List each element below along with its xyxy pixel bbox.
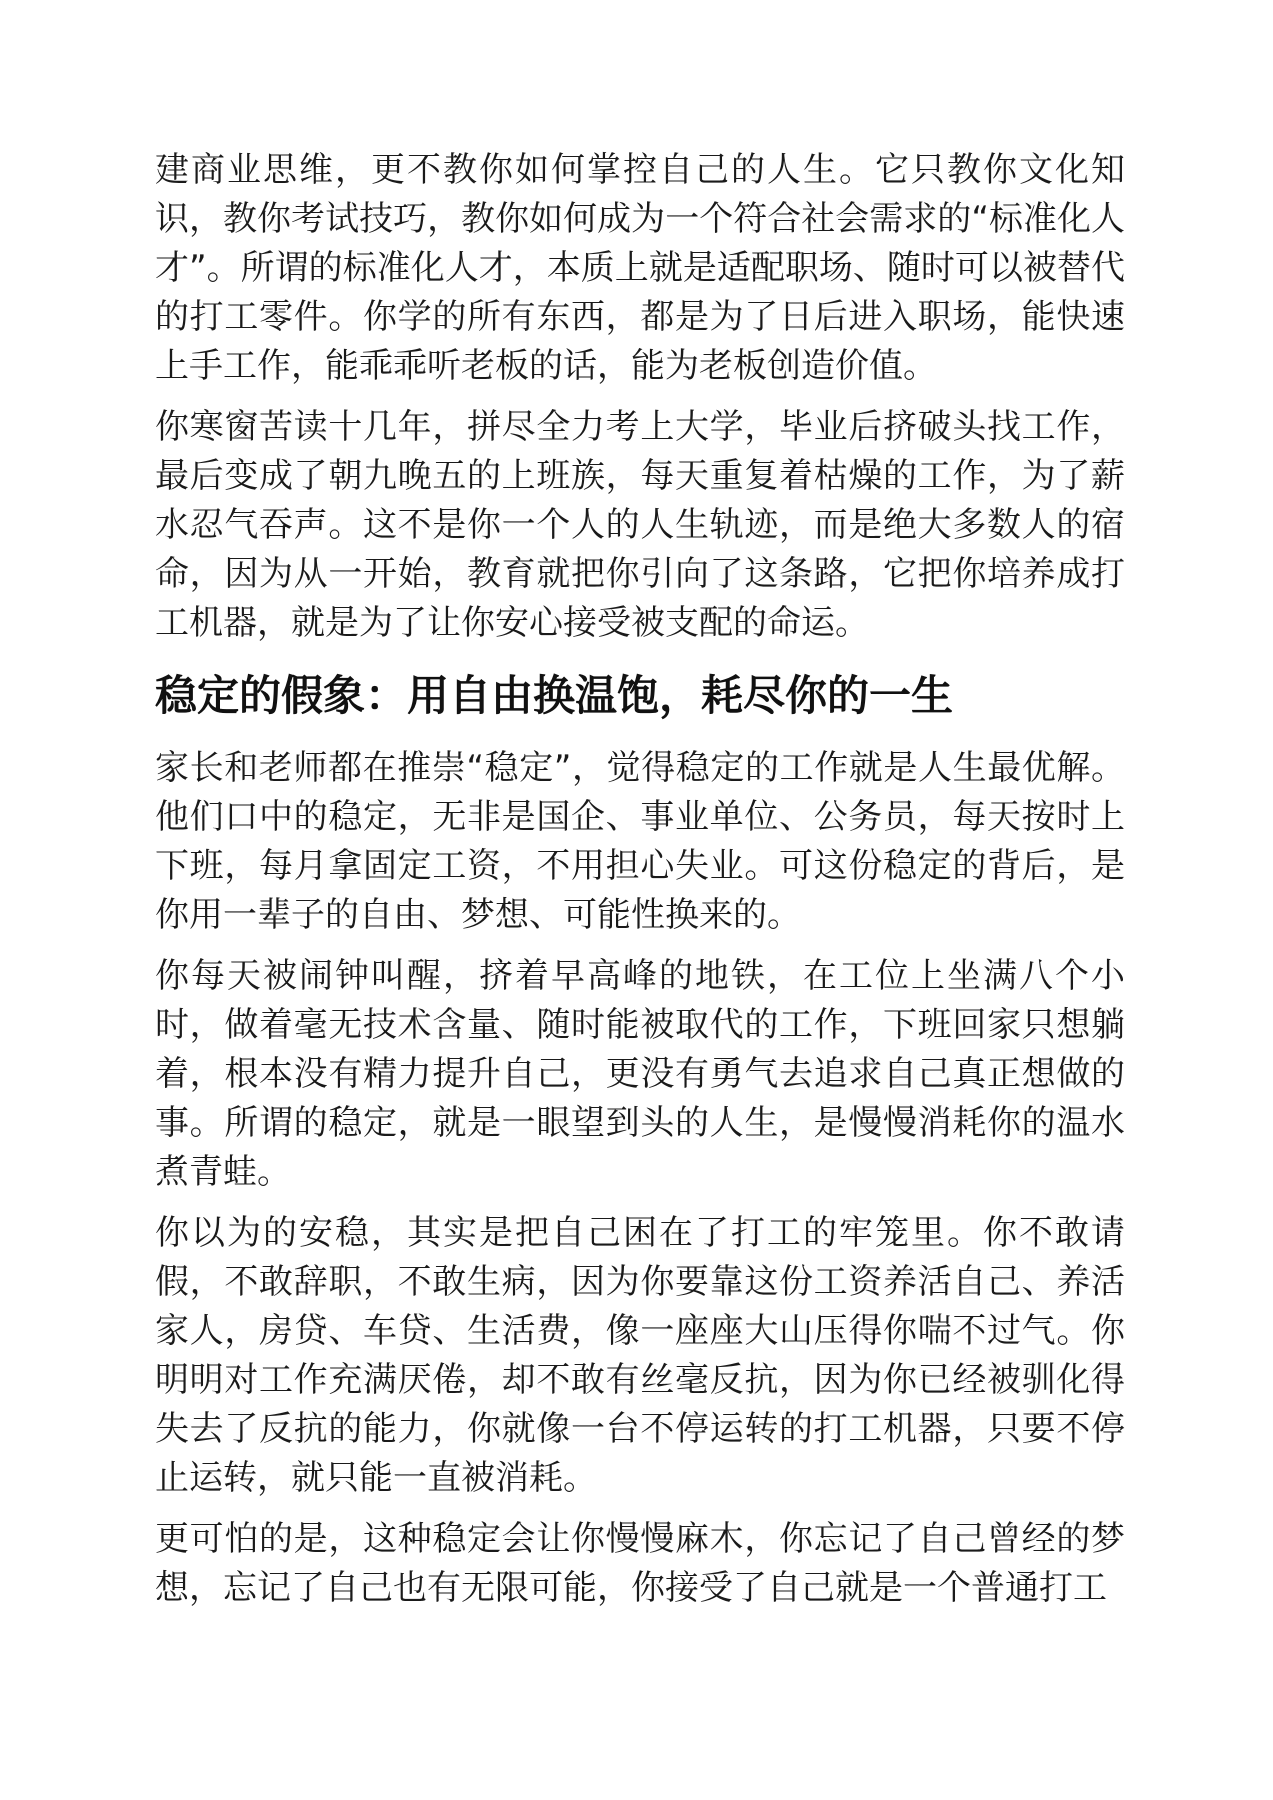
paragraph: 家长和老师都在推崇“稳定”，觉得稳定的工作就是人生最优解。他们口中的稳定，无非是国企、事业单位、公务员，每天按时上下班，每月拿固定工资，不用担心失业。可这份稳定的背后，是你用一辈子的自由、梦想、可能性换来的。	[155, 748, 1125, 935]
paragraph: 你寒窗苦读十几年，拼尽全力考上大学，毕业后挤破头找工作，最后变成了朝九晚五的上班族，每天重复着枯燥的工作，为了薪水忍气吞声。这不是你一个人的人生轨迹，而是绝大多数人的宿命，因为从一开始，教育就把你引向了这条路，它把你培养成打工机器，就是为了让你安心接受被支配的命运。	[155, 407, 1125, 643]
paragraph: 建商业思维，更不教你如何掌控自己的人生。它只教你文化知识，教你考试技巧，教你如何成为一个符合社会需求的“标准化人才”。所谓的标准化人才，本质上就是适配职场、随时可以被替代的打工零件。你学的所有东西，都是为了日后进入职场，能快速上手工作，能乖乖听老板的话，能为老板创造价值。	[155, 150, 1125, 386]
document-body	[155, 146, 1125, 1625]
section-heading: 稳定的假象：用自由换温饱，耗尽你的一生	[155, 671, 954, 720]
paragraph: 更可怕的是，这种稳定会让你慢慢麻木，你忘记了自己曾经的梦想，忘记了自己也有无限可能，你接受了自己就是一个普通打工	[155, 1519, 1125, 1608]
paragraph: 你以为的安稳，其实是把自己困在了打工的牢笼里。你不敢请假，不敢辞职，不敢生病，因为你要靠这份工资养活自己、养活家人，房贷、车贷、生活费，像一座座大山压得你喘不过气。你明明对工作充满厌倦，却不敢有丝毫反抗，因为你已经被驯化得失去了反抗的能力，你就像一台不停运转的打工机器，只要不停止运转，就只能一直被消耗。	[155, 1213, 1125, 1498]
paragraph: 你每天被闹钟叫醒，挤着早高峰的地铁，在工位上坐满八个小时，做着毫无技术含量、随时能被取代的工作，下班回家只想躺着，根本没有精力提升自己，更没有勇气去追求自己真正想做的事。所谓的稳定，就是一眼望到头的人生，是慢慢消耗你的温水煮青蛙。	[155, 956, 1125, 1192]
